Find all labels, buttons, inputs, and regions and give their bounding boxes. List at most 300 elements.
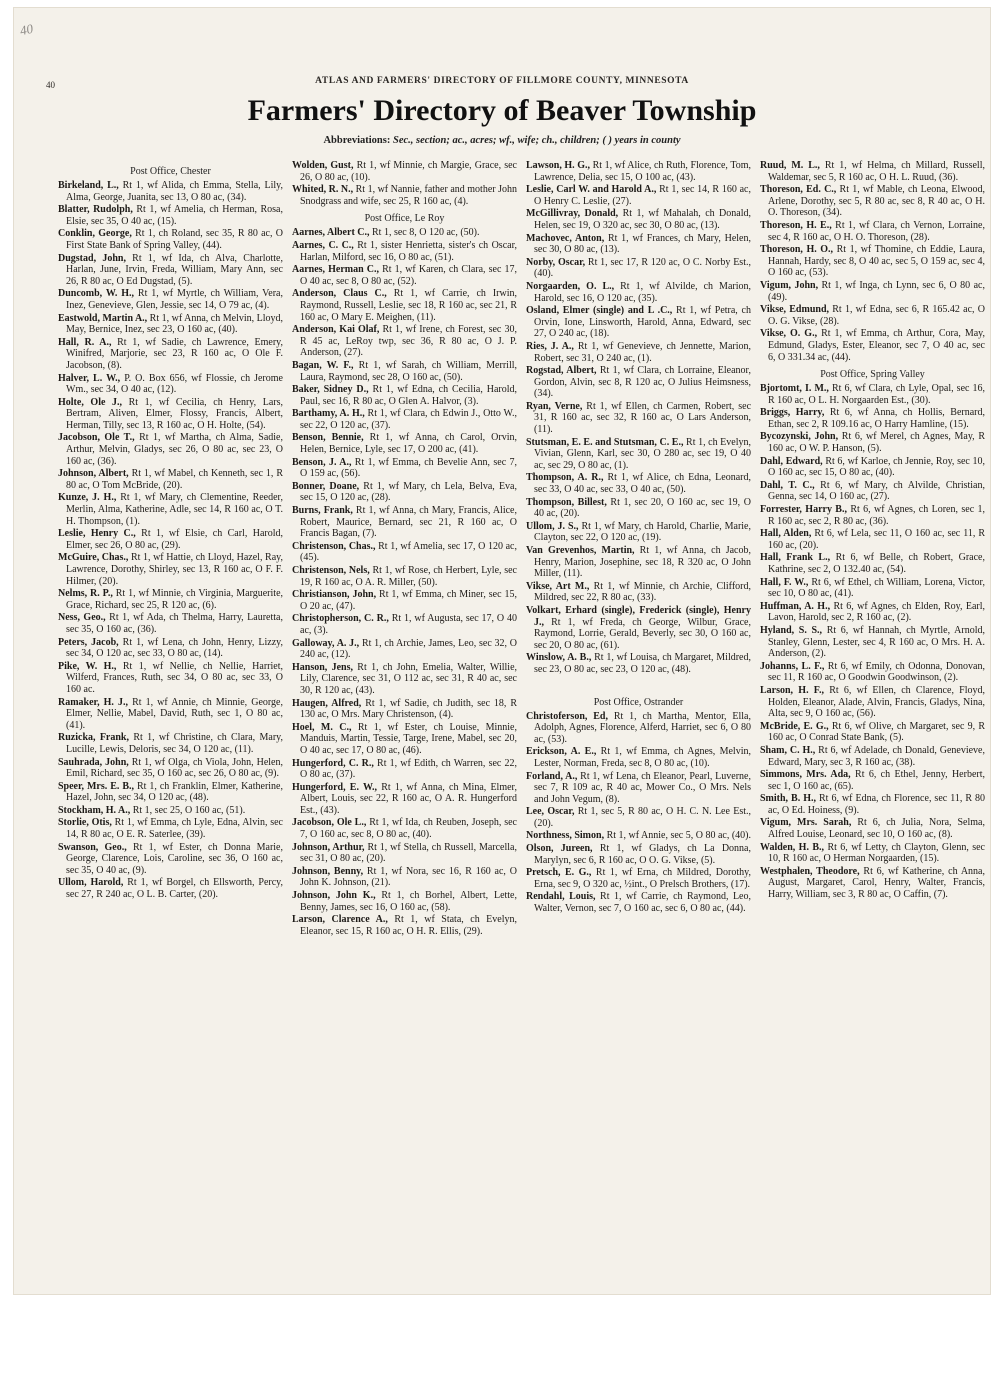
entry-name: McGuire, Chas., — [58, 552, 129, 564]
entry-details: Rt 1, wf Ada, ch Thelma, Harry, Lauretta, sec 35, O 160 ac, (36). — [66, 612, 283, 635]
directory-entry — [526, 771, 751, 806]
entry-name: Kunze, J. H., — [58, 492, 117, 504]
entry-name: Thoreson, H. E., — [760, 219, 832, 231]
directory-entry — [526, 830, 751, 842]
entry-details: Rt 1, wf Frances, ch Mary, Helen, sec 30, O 80 ac, (13). — [534, 232, 751, 256]
directory-entry — [526, 581, 751, 604]
entry-name: Vikse, O. G., — [760, 328, 818, 340]
entry-name: Ramaker, H. J., — [58, 696, 128, 708]
entry-name: Forrester, Harry B., — [760, 504, 847, 516]
abbreviations-label: Abbreviations: — [323, 135, 391, 146]
entry-details: Rt 1, wf Alice, ch Ruth, Florence, Tom, Lawrence, Delia, sec 15, O 100 ac, (43). — [534, 160, 751, 183]
entry-details: Rt 1, wf Lena, ch John, Henry, Lizzy, sec 34, O 120 ac, sec 33, O 80 ac, (14). — [66, 636, 283, 660]
directory-entry — [292, 758, 517, 781]
entry-name: McBride, E. G., — [760, 720, 829, 732]
entry-name: Baker, Sidney D., — [292, 384, 369, 396]
entry-details: Rt 1, wf Emma, ch Agnes, Melvin, Lester, Norman, Freda, sec 8, O 80 ac, (10). — [534, 746, 751, 769]
entry-details: Rt 1, sec 5, R 80 ac, O H. C. N. Lee Est., (20). — [534, 806, 751, 829]
directory-entry — [760, 661, 985, 684]
entry-name: Pretsch, E. G., — [526, 867, 592, 879]
directory-entry — [58, 204, 283, 227]
entry-name: Osland, Elmer (single) and L .C., — [526, 305, 673, 317]
directory-entry — [760, 793, 985, 816]
entry-details: Rt 1, wf Freda, ch George, Wilbur, Grace, Raymond, Lorrie, Gerald, Beverly, sec 30, O 160 ac, sec 20, O 80 ac, (61). — [534, 616, 751, 651]
directory-entry — [292, 890, 517, 913]
entry-name: Thoreson, H. O., — [760, 244, 834, 256]
directory-entry — [526, 233, 751, 256]
entry-name: Galloway, A. J., — [292, 637, 360, 649]
directory-entry — [58, 842, 283, 877]
directory-entry — [292, 505, 517, 540]
directory-entry — [526, 843, 751, 866]
entry-details: Rt 1, wf Carrie, ch Irwin, Raymond, Russell, Leslie, sec 18, R 160 ac, sec 21, R 160 ac, O Mary E. Meighen, (11). — [300, 288, 517, 323]
entry-details: Rt 1, wf Emma, ch Bevelie Ann, sec 7, O 159 ac, (56). — [300, 456, 517, 480]
entry-name: Aarnes, C. C., — [292, 239, 354, 251]
entry-name: Johnson, John K., — [292, 890, 376, 902]
entry-details: Rt 1, wf Christine, ch Clara, Mary, Lucille, Lewis, Deloris, sec 34, O 120 ac, (11). — [66, 732, 283, 755]
entry-name: Ruud, M. L., — [760, 160, 820, 171]
directory-entry — [58, 877, 283, 900]
directory-entry — [58, 612, 283, 635]
entry-details: Rt 1, wf Ester, ch Donna Marie, George, Clarence, Lois, Caroline, sec 36, O 160 ac, sec 35, O 40 ac, (9). — [66, 841, 283, 876]
directory-entry — [58, 528, 283, 551]
entry-details: Rt 1, wf Sarah, ch William, Merrill, Laura, Raymond, sec 28, O 160 ac, (50). — [300, 359, 517, 383]
directory-columns — [58, 160, 988, 1280]
entry-name: Van Grevenhos, Martin, — [526, 545, 635, 556]
entry-details: Rt 1, ch Franklin, Elmer, Katherine, Hazel, John, sec 34, O 120 ac, (48). — [66, 780, 283, 804]
directory-entry — [58, 697, 283, 732]
entry-name: Vigum, John, — [760, 279, 819, 291]
directory-entry — [526, 711, 751, 746]
column-1 — [58, 160, 283, 1280]
entry-details: Rt 1, wf Carrie, ch Raymond, Leo, Walter, Vernon, sec 7, O 160 ac, sec 6, O 80 ac, (44). — [534, 891, 751, 915]
entry-details: Rt 1, wf Minnie, ch Archie, Clifford, Mildred, sec 22, R 80 ac, (33). — [534, 580, 751, 604]
entry-name: Jacobson, Ole L., — [292, 817, 367, 829]
entry-details: Rt 1, sister Henrietta, sister's ch Oscar, Harlan, Milford, sec 16, O 80 ac, (51). — [300, 239, 517, 263]
entry-name: Storlie, Otis, — [58, 817, 112, 829]
entry-details: Rt 1, wf Cecilia, ch Henry, Lars, Bertram, Aliven, Elmer, Flossy, Francis, Albert, Herman, Tilly, sec 13, R 160 ac, O H. Holte, (54). — [66, 396, 283, 431]
directory-entry — [526, 160, 751, 183]
directory-entry — [760, 866, 985, 901]
directory-entry — [292, 638, 517, 661]
entry-name: Ruzicka, Frank, — [58, 732, 129, 744]
entry-details: Rt 1, wf Mahalah, ch Donald, Helen, sec 19, O 320 ac, sec 30, O 80 ac, (13). — [534, 208, 751, 231]
entry-name: Wolden, Gust, — [292, 160, 354, 171]
directory-entry — [292, 408, 517, 431]
entry-details: Rt 1, wf Olga, ch Viola, John, Helen, Emil, Richard, sec 35, O 160 ac, sec 26, O 80 ac, (9). — [66, 756, 283, 780]
directory-entry — [526, 521, 751, 544]
directory-entry — [58, 253, 283, 288]
directory-entry — [58, 228, 283, 251]
entry-details: Rt 1, wf Edith, ch Warren, sec 22, O 80 ac, (37). — [300, 757, 517, 781]
directory-entry — [526, 472, 751, 495]
entry-details: Rt 6, wf Karloe, ch Jennie, Roy, sec 10, O 160 ac, sec 15, O 80 ac, (40). — [768, 455, 985, 479]
entry-details: Rt 1, wf Anna, ch Mary, Francis, Alice, Robert, Maurice, Bernard, sec 21, R 160 ac, O Francis Bagan, (7). — [300, 505, 517, 540]
directory-entry — [760, 817, 985, 840]
entry-details: Rt 1, wf Thomine, ch Eddie, Laura, Hannah, Hardy, sec 8, O 40 ac, sec 5, O 159 ac, sec 4, O 160 ac, (53). — [768, 244, 985, 279]
entry-details: Rt 1, sec 14, R 160 ac, O Henry C. Leslie, (27). — [534, 184, 751, 207]
entry-name: Dugstad, John, — [58, 252, 126, 264]
directory-entry — [292, 565, 517, 588]
entry-name: Vigum, Mrs. Sarah, — [760, 817, 852, 829]
entry-details: Rt 1, wf Stella, ch Russell, Marcella, sec 31, O 80 ac, (20). — [300, 841, 517, 865]
directory-entry — [292, 457, 517, 480]
directory-entry — [760, 721, 985, 744]
entry-details: Rt 1, sec 8, O 120 ac, (50). — [369, 227, 480, 239]
directory-entry — [292, 432, 517, 455]
directory-entry — [526, 746, 751, 769]
entry-name: Hall, F. W., — [760, 576, 809, 588]
entry-name: Lee, Oscar, — [526, 806, 575, 818]
entry-name: Hall, R. A., — [58, 336, 112, 348]
entry-name: Christenson, Chas., — [292, 540, 376, 552]
entry-name: Hoel, M. C., — [292, 721, 352, 733]
entry-name: Vikse, Art M., — [526, 580, 590, 592]
entry-details: Rt 1, wf Ida, ch Alva, Charlotte, Harlan, June, Irvin, Freda, William, Mary Ann, sec 26, R 80 ac, O Ed Dugstad, (5). — [66, 252, 283, 287]
directory-entry — [760, 304, 985, 327]
directory-entry — [58, 492, 283, 527]
running-head: ATLAS AND FARMERS' DIRECTORY OF FILLMORE COUNTY, MINNESOTA — [315, 76, 689, 86]
page-number: 40 — [46, 80, 55, 90]
entry-name: Sham, C. H., — [760, 744, 816, 756]
entry-details: Rt 6, wf Ellen, ch Clarence, Floyd, Holden, Eleanor, Alade, Alvin, Francis, Gladys, Nina, Alta, sec 9, O 160 ac, (56). — [768, 684, 985, 720]
directory-entry — [760, 601, 985, 624]
directory-entry — [292, 662, 517, 697]
entry-name: Hungerford, C. R., — [292, 757, 374, 769]
entry-details: Rt 6, wf Merel, ch Agnes, May, R 160 ac, O W. P. Hanson, (5). — [768, 431, 985, 455]
entry-name: Stockham, H. A., — [58, 804, 131, 816]
entry-details: Rt 1, ch Evelyn, Vivian, Glenn, Karl, sec 30, O 280 ac, sec 19, O 40 ac, sec 29, O 80 ac, (1). — [534, 436, 751, 471]
entry-details: Rt 1, wf Minnie, ch Virginia, Marguerite, Grace, Richard, sec 25, R 120 ac, (6). — [66, 588, 283, 611]
entry-details: Rt 1, wf Elsie, ch Carl, Harold, Elmer, sec 26, O 80 ac, (29). — [66, 528, 283, 551]
entry-details: Rt 1, wf Anna, ch Jacob, Henry, Marion, Josephine, sec 18, R 320 ac, O John Miller, (11). — [534, 545, 751, 580]
entry-details: Rt 1, wf Borgel, ch Ellsworth, Percy, sec 27, R 240 ac, O L. B. Carter, (20). — [66, 877, 283, 901]
directory-entry — [760, 745, 985, 768]
directory-entry — [526, 545, 751, 580]
directory-entry — [292, 817, 517, 840]
directory-entry — [760, 528, 985, 551]
directory-entry — [526, 257, 751, 280]
directory-entry — [760, 685, 985, 720]
entry-details: Rt 1, wf Anna, ch Mina, Elmer, Albert, Louis, sec 22, R 160 ac, O A. R. Hungerford Est., (43). — [300, 781, 517, 816]
entry-name: Christoferson, Ed, — [526, 710, 608, 722]
entry-details: Rt 1, sec 20, O 160 ac, sec 19, O 40 ac, (20). — [534, 496, 751, 520]
entry-details: Rt 1, wf Lena, ch Eleanor, Pearl, Luverne, sec 7, R 109 ac, R 40 ac, Mower Co., O Mrs. Nels and John Vegum, (8). — [534, 770, 751, 805]
directory-entry — [292, 324, 517, 359]
entry-details: Rt 1, wf Hattie, ch Lloyd, Hazel, Ray, Lawrence, Dorothy, Shirley, sec 13, R 160 ac, O F. F. Hilmer, (20). — [66, 552, 283, 587]
entry-details: Rt 1, wf Gladys, ch La Donna, Marylyn, sec 6, R 160 ac, O O. G. Vikse, (5). — [534, 843, 751, 866]
entry-details: Rt 1, wf Alida, ch Emma, Stella, Lily, Alma, George, Juanita, sec 13, O 80 ac, (34). — [66, 180, 283, 203]
entry-name: Pike, W. H., — [58, 660, 117, 672]
directory-entry — [526, 184, 751, 207]
entry-details: Rt 1, sec 17, R 120 ac, O C. Norby Est., (40). — [534, 256, 751, 280]
directory-entry — [58, 337, 283, 372]
entry-name: Johnson, Albert, — [58, 468, 129, 480]
entry-name: Smith, B. H., — [760, 793, 816, 805]
entry-name: Briggs, Harry, — [760, 407, 825, 419]
entry-name: Conklin, George, — [58, 228, 132, 240]
entry-details: Rt 6, wf Mary, ch Alvilde, Christian, Genna, sec 14, O 160 ac, (27). — [768, 479, 985, 503]
entry-details: Rt 6, ch Ethel, Jenny, Herbert, sec 1, O 160 ac, (65). — [768, 769, 985, 792]
directory-entry — [292, 360, 517, 383]
directory-entry — [760, 244, 985, 279]
directory-entry — [526, 341, 751, 364]
post-office-heading: Post Office, Spring Valley — [820, 369, 925, 381]
directory-entry — [526, 605, 751, 651]
directory-entry — [760, 431, 985, 454]
page-title: Farmers' Directory of Beaver Township — [247, 94, 757, 127]
entry-name: Volkart, Erhard (single), Frederick (single), Henry J., — [526, 604, 751, 628]
entry-name: Larson, H. F., — [760, 684, 824, 696]
abbreviations-line — [14, 135, 990, 146]
entry-details: Rt 1, wf Amelia, sec 17, O 120 ac, (45). — [300, 540, 517, 564]
entry-name: Ryan, Verne, — [526, 400, 583, 412]
entry-details: P. O. Box 656, wf Flossie, ch Jerome Wm., sec 34, O 40 ac, (12). — [66, 372, 283, 396]
directory-entry — [58, 313, 283, 336]
entry-details: Rt 1, wf Ida, ch Reuben, Joseph, sec 7, O 160 ac, sec 8, O 80 ac, (40). — [300, 817, 517, 841]
entry-name: Westphalen, Theodore, — [760, 865, 860, 877]
entry-name: Stutsman, E. E. and Stutsman, C. E., — [526, 436, 684, 448]
entry-name: Haugen, Alfred, — [292, 697, 362, 709]
entry-details: Rt 1, wf Edna, ch Cecilia, Harold, Paul, sec 16, R 80 ac, O Glen A. Halvor, (3). — [300, 384, 517, 407]
entry-details: Rt 6, wf Belle, ch Robert, Grace, Kathrine, sec 2, O 132.40 ac, (54). — [768, 552, 985, 575]
directory-entry — [292, 160, 517, 183]
entry-details: Rt 1, ch John, Emelia, Walter, Willie, Lily, Clarence, sec 31, O 112 ac, sec 31, R 40 ac, sec 30, R 120 ac, (43). — [300, 661, 517, 696]
entry-details: Rt 1, wf Sadie, ch Judith, sec 18, R 130 ac, O Mrs. Mary Christenson, (4). — [300, 697, 517, 721]
entry-details: Rt 6, wf Clara, ch Lyle, Opal, sec 16, R 160 ac, O L. H. Norgaarden Est., (30). — [768, 383, 985, 406]
directory-entry — [526, 652, 751, 675]
entry-name: Leslie, Henry C., — [58, 528, 136, 540]
entry-name: Erickson, A. E., — [526, 746, 597, 758]
entry-details: Rt 6, wf Anna, ch Hollis, Bernard, Ethan, sec 2, R 109.16 ac, O Harry Hamline, (15). — [768, 407, 985, 430]
directory-entry — [58, 732, 283, 755]
entry-details: Rt 1, sec 25, O 160 ac, (51). — [130, 804, 246, 816]
post-office-heading: Post Office, Chester — [130, 166, 211, 177]
entry-name: McGillivray, Donald, — [526, 208, 619, 220]
directory-entry — [292, 866, 517, 889]
entry-details: Rt 6, wf Lela, sec 11, O 160 ac, sec 11, R 160 ac, (20). — [768, 528, 985, 551]
entry-name: Ries, J. A., — [526, 340, 574, 352]
post-office-heading: Post Office, Le Roy — [364, 213, 445, 225]
entry-name: Larson, Clarence A., — [292, 914, 388, 926]
directory-entry — [526, 365, 751, 400]
directory-entry — [58, 805, 283, 817]
entry-name: Winslow, A. B., — [526, 652, 592, 664]
entry-details: Rt 1, wf Edna, sec 6, R 165.42 ac, O O. G. Vikse, (28). — [768, 304, 985, 327]
section-spacer — [526, 677, 751, 691]
entry-name: Peters, Jacob, — [58, 636, 119, 648]
entry-name: Norby, Oscar, — [526, 256, 586, 268]
entry-details: Rt 1, wf Amelia, ch Herman, Rosa, Elsie, sec 35, O 40 ac, (15). — [66, 204, 283, 227]
entry-details: Rt 1, wf Genevieve, ch Jennette, Marion, Robert, sec 31, O 240 ac, (1). — [534, 340, 751, 364]
entry-name: Eastwold, Martin A., — [58, 312, 148, 324]
entry-details: Rt 1, wf Stata, ch Evelyn, Eleanor, sec 15, R 160 ac, O H. R. Ellis, (29). — [300, 914, 517, 937]
entry-details: Rt 1, wf Sadie, ch Lawrence, Emery, Winifred, Marjorie, sec 23, R 160 ac, O Ole F. Jacobson, (8). — [66, 336, 283, 371]
directory-entry — [760, 480, 985, 503]
directory-entry — [58, 817, 283, 840]
entry-name: Hall, Frank L., — [760, 552, 831, 564]
entry-details: Rt 1, wf Myrtle, ch William, Vera, Inez, Genevieve, Glen, Jessie, sec 14, O 79 ac, (4). — [66, 288, 283, 311]
directory-entry — [526, 208, 751, 231]
directory-entry — [760, 184, 985, 219]
entry-name: Hanson, Jens, — [292, 661, 353, 673]
directory-entry — [760, 383, 985, 406]
directory-entry — [760, 577, 985, 600]
directory-entry — [526, 891, 751, 914]
directory-entry — [292, 698, 517, 721]
column-3 — [526, 160, 751, 1280]
entry-name: Rogstad, Albert, — [526, 365, 597, 377]
entry-name: Rendahl, Louis, — [526, 891, 596, 903]
directory-entry — [760, 842, 985, 865]
directory-entry — [526, 867, 751, 890]
entry-details: Rt 6, wf Adelade, ch Donald, Genevieve, Edward, Mary, sec 3, R 160 ac, (38). — [768, 744, 985, 768]
entry-name: Norgaarden, O. L., — [526, 280, 615, 292]
entry-details: Rt 1, wf Ellen, ch Carmen, Robert, sec 31, R 160 ac, sec 32, R 160 ac, O Lars Anderson, (11). — [534, 400, 751, 436]
directory-entry — [58, 588, 283, 611]
entry-details: Rt 6, wf Emily, ch Odonna, Donovan, sec 11, R 160 ac, O Goodwin Goodwinson, (2). — [768, 660, 985, 684]
directory-entry — [760, 160, 985, 183]
entry-details: Rt 1, wf Clara, ch Edwin J., Otto W., sec 22, O 120 ac, (37). — [300, 408, 517, 431]
entry-name: Leslie, Carl W. and Harold A., — [526, 184, 657, 196]
directory-entry — [58, 781, 283, 804]
entry-details: Rt 1, wf Anna, ch Carol, Orvin, Helen, Bernice, Lyle, sec 17, O 200 ac, (41). — [300, 432, 517, 456]
entry-details: Rt 1, wf Martha, ch Alma, Sadie, Arthur, Melvin, Gladys, sec 26, O 80 ac, sec 23, O 160 ac, (36). — [66, 432, 283, 467]
entry-name: Dahl, T. C., — [760, 479, 815, 491]
entry-name: Bjortomt, I. M., — [760, 383, 829, 395]
directory-entry — [292, 842, 517, 865]
entry-details: Rt 1, wf Helma, ch Millard, Russell, Waldemar, sec 5, R 160 ac, O H. L. Ruud, (36). — [768, 160, 985, 183]
directory-entry — [526, 281, 751, 304]
entry-name: Speer, Mrs. E. B., — [58, 780, 135, 792]
directory-entry — [292, 541, 517, 564]
directory-entry — [292, 288, 517, 323]
entry-details: Rt 6, ch Julia, Nora, Selma, Alfred Louise, Leonard, sec 10, O 160 ac, (8). — [768, 817, 985, 841]
entry-name: Christianson, John, — [292, 589, 377, 601]
handwritten-page-note: 40 — [18, 20, 35, 39]
entry-details: Rt 1, wf Petra, ch Orvin, Ione, Linsworth, Harold, Anna, Edward, sec 27, O 240 ac, (18). — [534, 305, 751, 340]
entry-details: Rt 6, wf Hannah, ch Myrtle, Arnold, Stanley, Glenn, Lester, sec 4, R 160 ac, O Mrs. H. A. Anderson, (2). — [768, 624, 985, 660]
directory-page — [14, 8, 990, 1294]
directory-entry — [760, 504, 985, 527]
column-2 — [292, 160, 517, 1280]
entry-details: Rt 1, ch Borhel, Albert, Lette, Benny, James, sec 16, O 160 ac, (58). — [300, 890, 517, 913]
directory-entry — [58, 661, 283, 696]
directory-entry — [526, 806, 751, 829]
entry-details: Rt 1, wf Rose, ch Herbert, Lyle, sec 19, R 160 ac, O A. R. Miller, (50). — [300, 565, 517, 588]
entry-details: Rt 1, wf Alvilde, ch Marion, Harold, sec 16, O 120 ac, (35). — [534, 280, 751, 304]
entry-details: Rt 1, wf Minnie, ch Margie, Grace, sec 26, O 80 ac, (10). — [300, 160, 517, 183]
directory-entry — [760, 456, 985, 479]
directory-entry — [58, 637, 283, 660]
abbreviations-text: Sec., section; ac., acres; wf., wife; ch., children; ( ) years in county — [390, 135, 681, 146]
entry-name: Jacobson, Ole T., — [58, 432, 135, 444]
entry-details: Rt 1, wf Clara, ch Vernon, Lorraine, sec 4, R 160 ac, O H. O. Thoreson, (28). — [768, 219, 985, 243]
entry-name: Christenson, Nels, — [292, 565, 370, 576]
entry-details: Rt 1, wf Mable, ch Leona, Elwood, Arlene, Dorothy, sec 5, R 80 ac, sec 8, R 40 ac, O H. O. Thoreson, (34). — [768, 184, 985, 219]
entry-details: Rt 1, wf Nellie, ch Nellie, Harriet, Wilferd, Frances, Ruth, sec 34, O 80 ac, sec 33, O 160 ac. — [66, 660, 283, 695]
directory-entry — [58, 432, 283, 467]
entry-details: Rt 1, wf Annie, ch Minnie, George, Elmer, Nellie, Mabel, David, Ruth, sec 1, O 80 ac, (41). — [66, 696, 283, 731]
entry-name: Bagan, W. F., — [292, 359, 354, 371]
entry-name: Ullom, Harold, — [58, 877, 124, 889]
directory-entry — [526, 497, 751, 520]
directory-entry — [292, 384, 517, 407]
directory-entry — [292, 264, 517, 287]
entry-name: Bonner, Doane, — [292, 480, 360, 492]
entry-name: Northness, Simon, — [526, 830, 605, 842]
entry-name: Ness, Geo., — [58, 612, 106, 624]
entry-name: Blatter, Rudolph, — [58, 204, 133, 216]
directory-entry — [760, 328, 985, 363]
entry-details: Rt 1, wf Emma, ch Lyle, Edna, Alvin, sec 14, R 80 ac, O E. R. Saterlee, (39). — [66, 817, 283, 841]
entry-name: Thoreson, Ed. C., — [760, 184, 837, 196]
entry-details: Rt 1, wf Louisa, ch Margaret, Mildred, sec 23, O 80 ac, sec 23, O 120 ac, (48). — [534, 652, 751, 675]
directory-entry — [292, 240, 517, 263]
entry-name: Forland, A., — [526, 770, 578, 782]
entry-name: Thompson, A. R., — [526, 472, 604, 484]
directory-entry — [760, 552, 985, 575]
directory-entry — [526, 401, 751, 436]
entry-name: Huffman, A. H., — [760, 600, 831, 612]
entry-details: Rt 1, wf Mabel, ch Kenneth, sec 1, R 80 ac, O Tom McBride, (20). — [66, 468, 283, 491]
directory-entry — [292, 782, 517, 817]
entry-name: Ullom, J. S., — [526, 520, 579, 532]
entry-details: Rt 6, wf Katherine, ch Anna, August, Margaret, Carol, Henry, Walter, Francis, Harry, William, sec 3, R 80 ac, O Caffin, (7). — [768, 865, 985, 901]
directory-entry — [760, 625, 985, 660]
entry-name: Hall, Alden, — [760, 528, 812, 540]
directory-entry — [292, 589, 517, 612]
entry-name: Johnson, Arthur, — [292, 841, 365, 853]
entry-details: Rt 1, wf Augusta, sec 17, O 40 ac, (3). — [300, 613, 517, 636]
entry-name: Johnson, Benny, — [292, 865, 364, 877]
directory-entry — [760, 220, 985, 243]
entry-details: Rt 1, ch Martha, Mentor, Ella, Adolph, Agnes, Florence, Alferd, Harriet, sec 6, O 80 ac, (53). — [534, 710, 751, 745]
directory-entry — [292, 481, 517, 504]
entry-name: Walden, H. B., — [760, 841, 825, 853]
entry-name: Birkeland, L., — [58, 180, 119, 191]
directory-entry — [526, 305, 751, 340]
entry-name: Lawson, H. G., — [526, 160, 591, 171]
entry-name: Johanns, L. F., — [760, 660, 825, 672]
entry-name: Hyland, S. S., — [760, 624, 823, 636]
entry-details: Rt 1, wf Nannie, father and mother John Snodgrass and wife, sec 25, R 160 ac, (4). — [300, 184, 517, 207]
directory-entry — [292, 613, 517, 636]
entry-name: Thompson, Billest, — [526, 496, 607, 508]
entry-details: Rt 1, ch Archie, James, Leo, sec 32, O 240 ac, (12). — [300, 637, 517, 661]
entry-name: Anderson, Kai Olaf, — [292, 324, 380, 336]
entry-details: Rt 6, wf Olive, ch Margaret, sec 9, R 160 ac, O Conrad State Bank, (5). — [768, 720, 985, 744]
entry-details: Rt 6, wf Agnes, ch Elden, Roy, Earl, Lavon, Harold, sec 2, R 160 ac, (2). — [768, 600, 985, 624]
directory-entry — [58, 373, 283, 396]
directory-entry — [526, 437, 751, 472]
directory-entry — [58, 180, 283, 203]
entry-details: Rt 1, wf Alice, ch Edna, Leonard, sec 33, O 40 ac, sec 33, O 40 ac, (50). — [534, 472, 751, 496]
entry-details: Rt 1, wf Annie, sec 5, O 80 ac, (40). — [604, 830, 751, 842]
directory-entry — [58, 468, 283, 491]
directory-entry — [58, 288, 283, 311]
directory-entry — [292, 227, 517, 239]
entry-details: Rt 1, wf Mary, ch Clementine, Reeder, Merlin, Alma, Katherine, Adle, sec 14, R 160 ac, O T. H. Thompson, (1). — [66, 492, 283, 527]
entry-name: Halver, L. W., — [58, 372, 121, 384]
entry-details: Rt 1, ch Roland, sec 35, R 80 ac, O First State Bank of Spring Valley, (44). — [66, 228, 283, 251]
entry-name: Duncomb, W. H., — [58, 288, 135, 300]
entry-name: Benson, J. A., — [292, 456, 352, 468]
entry-details: Rt 1, wf Ester, ch Louise, Minnie, Manduis, Martin, Tessie, Targe, Irene, Mabel, sec 20, O 40 ac, sec 17, O 80 ac, (46). — [300, 721, 517, 756]
directory-entry — [58, 552, 283, 587]
entry-details: Rt 6, wf Agnes, ch Loren, sec 1, R 160 ac, sec 2, R 80 ac, (36). — [768, 504, 985, 527]
entry-name: Christopherson, C. R., — [292, 613, 389, 625]
